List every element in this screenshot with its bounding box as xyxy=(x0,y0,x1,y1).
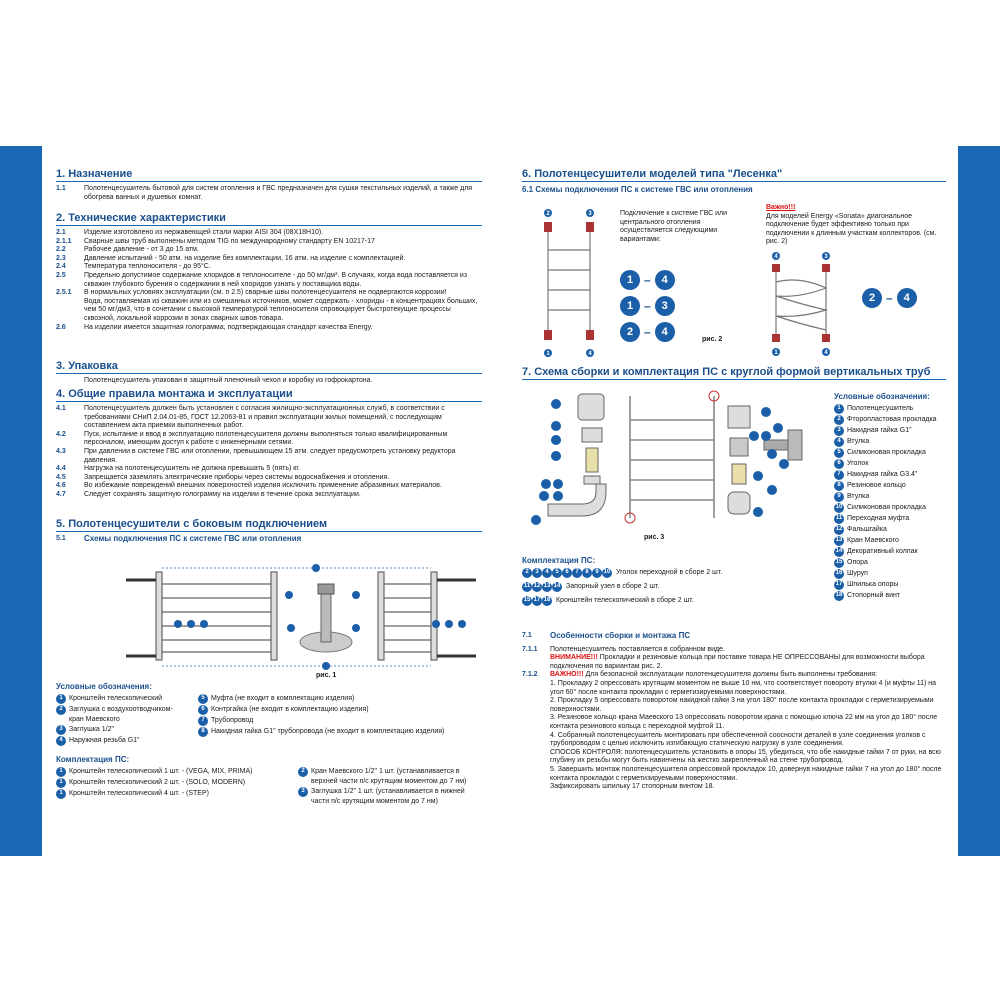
legend-col-left xyxy=(56,694,186,747)
right-brand-bar xyxy=(958,146,1000,982)
item-num xyxy=(522,680,550,697)
pair-a: 1 xyxy=(620,270,640,290)
section-6-subtitle: 6.1 Схемы подключения ПС к системе ГВС или отопления xyxy=(522,185,753,194)
section-3-item xyxy=(56,377,482,386)
figure-1-diagram xyxy=(116,562,486,677)
section-6 xyxy=(522,168,946,197)
legend-number: 10 xyxy=(834,503,844,513)
item-text: При давлении в системе ГВС или отоплении, превышающем 15 атм. следует предусмотреть установку редуктора давления. xyxy=(84,447,456,464)
item-text: Следует сохранять защитную голограмму на изделии в течение срока эксплуатации. xyxy=(84,490,361,498)
kit-text: Уголок переходной в сборе 2 шт. xyxy=(616,569,723,577)
item-text: Предельно допустимое содержание хлоридов в теплоносителе - до 50 мг/дм³. В случаях, когда вода поставляется из скважин глубокого бурения о содержании в ней хлоридов узнать у поставщика воды. xyxy=(84,271,468,288)
kit-item xyxy=(522,596,822,606)
legend-text: Заглушка с воздухоотводчиком- кран Маевского xyxy=(69,706,173,723)
connection-options xyxy=(620,270,675,342)
legend-number: 18 xyxy=(834,591,844,601)
item-num: 4.1 xyxy=(56,405,66,412)
legend-text: Уголок xyxy=(847,460,869,467)
section-7 xyxy=(522,366,946,383)
legend-item xyxy=(834,426,946,436)
section-5-subtitle xyxy=(56,535,482,547)
bushing xyxy=(586,448,598,472)
item-text: ВАЖНО!!! Для безопасной эксплуатации полотенцесушителя должны быть выполнены требования: xyxy=(550,671,878,679)
item-text: Во избежание повреждений внешних поверхностей изделия исключить применение абразивных материалов. xyxy=(84,482,442,490)
legend-item xyxy=(834,492,946,502)
legend-number: 14 xyxy=(834,547,844,557)
item-text: Нагрузка на полотенцесушитель не должна превышать 5 (пять) кг. xyxy=(84,465,300,473)
kit-text: Кронштейн телескопический 2 шт. - (SOLO, MODERN) xyxy=(69,779,246,786)
item-text: Рабочее давление - от 3 до 15 атм. xyxy=(84,246,199,254)
item-num xyxy=(522,714,550,731)
section-4 xyxy=(56,388,482,500)
pair-a: 1 xyxy=(620,296,640,316)
legend-text: Накидная гайка G1" xyxy=(847,427,912,434)
section-7-1-item xyxy=(522,680,946,697)
item-text: Полотенцесушитель должен быть установлен с согласия жилищно-эксплуатационных служб, в соответствии с требованиями СНиП 2.04.01-85, ГОСТ 12.2063-81 и правил эксплуатации жилых помещений, с последующим составлением акта приемки выполненных работ. xyxy=(84,405,445,430)
kit-text: Заглушка 1/2" 1 шт. (устанавливается в нижней части п/с крутящим моментом до 7 нм) xyxy=(311,788,465,805)
kit-text: Кронштейн телескопический в сборе 2 шт. xyxy=(556,597,694,605)
kit-number: 3 xyxy=(532,568,542,578)
kit-number: 15 xyxy=(522,596,532,606)
ladder-label: 3 xyxy=(588,211,592,217)
section-1-title: 1. Назначение xyxy=(56,168,482,182)
section-3 xyxy=(56,360,482,386)
item-num xyxy=(522,732,550,749)
bushing xyxy=(732,464,746,484)
section-2-item xyxy=(56,289,482,298)
sonata-label: 3 xyxy=(824,254,828,260)
item-text: 2. Прокладку 5 опрессовать поворотом накидной гайки 3 на угол 180° после контакта прокладки с герметизируемыми поверхностями. xyxy=(550,697,934,713)
legend-item xyxy=(834,415,946,425)
item-num xyxy=(522,783,550,792)
valve xyxy=(730,438,748,456)
section-7-1-item xyxy=(522,783,946,792)
item-num: 4.6 xyxy=(56,482,66,490)
kit-title: Комплектация ПС: xyxy=(522,556,596,565)
pair-a: 2 xyxy=(620,322,640,342)
sonata-label: 4 xyxy=(774,254,778,260)
item-num: 1.1 xyxy=(56,185,66,192)
item-text: Зафиксировать шпильку 17 стопорным винтом 18. xyxy=(550,783,715,791)
legend-text: Наружная резьба G1" xyxy=(69,737,140,744)
kit-number: 17 xyxy=(532,596,542,606)
kit-col-right xyxy=(298,767,482,807)
figure-3-caption: рис. 3 xyxy=(644,534,665,541)
legend-item xyxy=(198,705,482,715)
section-7-1-item xyxy=(522,671,946,680)
legend-text: Фальшгайка xyxy=(847,526,887,533)
legend-number: 1 xyxy=(56,694,66,704)
legend-number: 4 xyxy=(834,437,844,447)
legend-text: Втулка xyxy=(847,493,870,500)
legend-text: Кронштейн телескопический xyxy=(69,695,163,702)
rungs xyxy=(384,584,431,652)
section-4-item xyxy=(56,431,482,448)
legend-item xyxy=(834,591,946,601)
connection-pair: 1 – 3 xyxy=(620,296,675,316)
item-num xyxy=(522,766,550,783)
callout-markers xyxy=(174,564,466,670)
kit-number: 8 xyxy=(582,568,592,578)
item-text: 1. Прокладку 2 опрессовать крутящим моментом не выше 10 нм, что соответствует повороту втулки 4 (и муфты 11) на угол 60° после контакта прокладки с герметизируемыми поверхностями. xyxy=(550,679,937,696)
legend-item xyxy=(834,547,946,557)
kit-number: 10 xyxy=(602,568,612,578)
item-text: Особенности сборки и монтажа ПС xyxy=(550,631,691,640)
connection-pair: 2 – 4 xyxy=(862,288,917,308)
item-text: 5. Завершить монтаж полотенцесушителя опрессовкой прокладок 10, довернув накидные гайки 7 на угол до 180° после контакта прокладки с герметизируемыми поверхностями. xyxy=(550,765,942,782)
figure-2-ladder xyxy=(542,208,602,358)
legend-text: Стопорный винт xyxy=(847,592,901,599)
kit-number: 3 xyxy=(298,787,308,797)
kit-col-left xyxy=(56,767,288,807)
legend-text: Полотенцесушитель xyxy=(847,405,914,412)
section-7-1-item xyxy=(522,766,946,783)
item-num: 2.1.1 xyxy=(56,237,72,245)
section-7-1 xyxy=(522,632,946,792)
legend-item xyxy=(56,705,186,724)
kit-text: Кронштейн телескопический 1 шт. - (VEGA, MIX, PRIMA) xyxy=(69,768,253,775)
legend-text: Декоративный колпак xyxy=(847,548,918,555)
item-num: 4.7 xyxy=(56,490,66,498)
legend-text: Шпилька опоры xyxy=(847,581,899,588)
kit-number: 11 xyxy=(522,582,532,592)
legend-number: 3 xyxy=(56,725,66,735)
item-num: 2.1 xyxy=(56,229,66,236)
pair-b: 3 xyxy=(655,296,675,316)
support xyxy=(788,430,802,460)
rungs xyxy=(162,584,271,652)
section-7-1-item xyxy=(522,646,946,655)
kit-title: Комплектация ПС: xyxy=(56,755,130,764)
nut xyxy=(582,428,602,442)
legend-item xyxy=(834,459,946,469)
rail xyxy=(431,572,437,660)
telescopic-bracket xyxy=(300,584,352,652)
decorative-cap xyxy=(578,394,604,420)
item-num xyxy=(56,377,84,386)
gasket xyxy=(584,476,600,484)
kit-text: Кран Маевского 1/2" 1 шт. (устанавливается в верхней части п/с крутящим моментом до 7 нм) xyxy=(311,768,467,785)
kit-item xyxy=(522,568,822,578)
sonata-label: 4 xyxy=(824,350,828,356)
section-5 xyxy=(56,518,482,547)
legend-text: Заглушка 1/2" xyxy=(69,726,114,733)
kit-number: 4 xyxy=(542,568,552,578)
legend-number: 1 xyxy=(834,404,844,414)
legend-title: Условные обозначения: xyxy=(56,682,152,691)
item-text: Пуск, испытание и ввод в эксплуатацию полотенцесушителя должны выполняться только квалифицированным персоналом, имеющим доступ к работе с инженерными сетями. xyxy=(84,430,448,447)
kit-list xyxy=(522,568,822,606)
item-num: 7.1 xyxy=(522,632,532,639)
section-4-item xyxy=(56,405,482,431)
section-5-title: 5. Полотенцесушители с боковым подключением xyxy=(56,518,482,532)
connection-pair: 2 – 4 xyxy=(620,322,675,342)
item-num: 4.2 xyxy=(56,430,66,438)
legend-number: 17 xyxy=(834,580,844,590)
legend-number: 7 xyxy=(834,470,844,480)
kit-item xyxy=(522,582,822,592)
legend-text: Переходная муфта xyxy=(847,515,910,522)
kit-number: 7 xyxy=(572,568,582,578)
legend-list xyxy=(834,404,946,601)
cap xyxy=(728,406,750,428)
legend-item xyxy=(834,525,946,535)
important-note xyxy=(766,204,946,247)
section-4-item xyxy=(56,482,482,491)
legend-text: Накидная гайка G3.4" xyxy=(847,471,918,478)
right-site-url: www.energyrus.ru xyxy=(973,890,985,982)
kit-number: 14 xyxy=(552,582,562,592)
legend-number: 13 xyxy=(834,536,844,546)
legend-number: 5 xyxy=(834,448,844,458)
item-text: 4. Собранный полотенцесушитель монтировать при обеспеченной соосности деталей в узле соединения уголков с трубопроводом с целью исключить изгибающую статическую нагрузку в узле соединения. xyxy=(550,731,926,748)
legend-item xyxy=(198,694,482,704)
legend-text: Силиконовая прокладка xyxy=(847,504,926,511)
pair-a: 2 xyxy=(862,288,882,308)
kit-item xyxy=(298,767,482,786)
figure-2-caption: рис. 2 xyxy=(702,336,723,343)
item-num: 2.4 xyxy=(56,263,66,271)
section-1 xyxy=(56,168,482,202)
section-4-item xyxy=(56,491,482,500)
legend-number: 12 xyxy=(834,525,844,535)
item-text: Вода, поставляемая из скважин или из смешанных источников, может содержать - хлориды - в концентрациях больших, чем 50 мг/дм3, что в сочетании с высокой температурой теплоносителя спровоцирует быстротекущие процессы сквозной, локальной коррозии в зонах сварных швов товара. xyxy=(84,297,478,322)
legend-text: Трубопровод xyxy=(211,717,254,724)
legend-number: 6 xyxy=(198,705,208,715)
legend-item xyxy=(198,727,482,737)
left-site-url: www.energyrus.ru xyxy=(15,890,27,982)
legend-text: Опора xyxy=(847,559,868,566)
section-2-item xyxy=(56,238,482,247)
legend-number: 8 xyxy=(834,481,844,491)
item-num xyxy=(522,697,550,714)
kit-number: 13 xyxy=(542,582,552,592)
section-1-item xyxy=(56,185,482,202)
item-num xyxy=(522,749,550,766)
legend-text: Накидная гайка G1" трубопровода (не входит в комплектацию изделия) xyxy=(211,728,445,735)
kit-number: 5 xyxy=(552,568,562,578)
legend-item xyxy=(834,514,946,524)
legend-text: Муфта (не входит в комплектацию изделия) xyxy=(211,695,355,702)
legend-item xyxy=(834,448,946,458)
section-6-title: 6. Полотенцесушители моделей типа "Лесенка" xyxy=(522,168,946,182)
bracket-pin xyxy=(764,440,788,450)
ladder-label: 2 xyxy=(546,211,550,217)
item-text: Схемы подключения ПС к системе ГВС или отопления xyxy=(84,534,302,543)
section-2-item xyxy=(56,298,482,324)
legend-item xyxy=(834,503,946,513)
figure-2-sonata xyxy=(770,252,834,356)
section-7-1-item xyxy=(522,697,946,714)
legend-item xyxy=(56,694,186,704)
kit-section xyxy=(56,755,482,807)
section-2-item xyxy=(56,229,482,238)
item-num: 2.5 xyxy=(56,271,66,279)
pair-b: 4 xyxy=(655,322,675,342)
item-num: 2.2 xyxy=(56,246,66,254)
important-text: Для моделей Energy «Sonata» диагональное подключение будет эффективно только при подключении к длинным участкам коллекторов. (см. рис. 2) xyxy=(766,212,937,246)
legend-item xyxy=(834,481,946,491)
legend-item xyxy=(198,716,482,726)
legend-text: Контргайка (не входит в комплектацию изделия) xyxy=(211,706,369,713)
kit-number: 18 xyxy=(542,596,552,606)
item-num xyxy=(56,298,84,324)
legend-col-right xyxy=(198,694,482,747)
section-4-item xyxy=(56,448,482,465)
legend-item xyxy=(834,437,946,447)
legend-number: 2 xyxy=(56,705,66,715)
legend-number: 9 xyxy=(834,492,844,502)
figure-1-caption: рис. 1 xyxy=(316,672,337,679)
rail xyxy=(156,572,162,660)
kit-number: 9 xyxy=(592,568,602,578)
towel-rail xyxy=(630,396,714,518)
legend-item xyxy=(834,470,946,480)
section-2-item xyxy=(56,272,482,289)
figure-3-diagram xyxy=(522,384,822,544)
item-text: Давление испытаний - 50 атм. на изделие без комплектации, 16 атм. на изделие с комплектацией. xyxy=(84,254,406,262)
section-2-title: 2. Технические характеристики xyxy=(56,212,482,226)
section-2 xyxy=(56,212,482,332)
item-num: 7.1.2 xyxy=(522,671,538,679)
item-num: 2.6 xyxy=(56,323,66,331)
kit-item xyxy=(298,787,482,806)
item-text: СПОСОБ КОНТРОЛЯ: полотенцесушитель установить в опоры 15, убедиться, что обе накидные гайки 7 от руки, на всю глубину их резьбы могут быть навинчены на жестко закрепленный на стене трубопровод. xyxy=(550,748,941,765)
legend-text: Кран Маевского xyxy=(847,537,899,544)
item-text: Запрещается заземлять электрические приборы через системы водоснабжения и отопления. xyxy=(84,473,390,481)
legend-number: 6 xyxy=(834,459,844,469)
warning-label: ВНИМАНИЕ!!! xyxy=(550,654,598,662)
legend-text: Силиконовая прокладка xyxy=(847,449,926,456)
connection-pair-extra xyxy=(862,288,917,308)
item-text: На изделии имеется защитная голограмма, подтверждающая стандарт качества Energy. xyxy=(84,323,373,331)
legend-number: 15 xyxy=(834,558,844,568)
item-text: Температура теплоносителя - до 95°С. xyxy=(84,263,211,271)
sleeve xyxy=(728,492,750,514)
connection-pair: 1 – 4 xyxy=(620,270,675,290)
section-7-title: 7. Схема сборки и комплектация ПС с круглой формой вертикальных труб xyxy=(522,366,946,380)
pair-b: 4 xyxy=(655,270,675,290)
item-num: 4.5 xyxy=(56,473,66,481)
section-7-1-items xyxy=(522,646,946,792)
section-2-item xyxy=(56,324,482,333)
important-label: Важно!!! xyxy=(766,204,796,211)
item-num: 4.3 xyxy=(56,447,66,455)
item-num: 5.1 xyxy=(56,535,66,542)
kit-number: 1 xyxy=(56,789,66,799)
item-text: Полотенцесушитель бытовой для систем отопления и ГВС предназначен для сушки текстильных изделий, а также для обогрева ванных и душевых комнат. xyxy=(84,185,473,201)
legend-number: 2 xyxy=(834,415,844,425)
section-7-1-item xyxy=(522,654,946,671)
section-6-intro: Подключение к системе ГВС или центрального отопления осуществляется следующими вариантами: xyxy=(620,210,728,243)
section-7-1-item xyxy=(522,749,946,766)
kit-item xyxy=(56,789,288,799)
warning-label: ВАЖНО!!! xyxy=(550,671,584,679)
legend-number: 16 xyxy=(834,569,844,579)
section-4-item xyxy=(56,465,482,474)
legend-item xyxy=(834,580,946,590)
item-num: 2.5.1 xyxy=(56,289,72,297)
legend-item xyxy=(834,536,946,546)
kit-item xyxy=(56,767,288,777)
legend-item xyxy=(56,725,186,735)
section-3-title: 3. Упаковка xyxy=(56,360,482,374)
rail xyxy=(378,572,384,660)
kit-number: 12 xyxy=(532,582,542,592)
legend-text: Резиновое кольцо xyxy=(847,482,906,489)
legend-text: Шуруп xyxy=(847,570,868,577)
item-num: 2.3 xyxy=(56,254,66,262)
section-4-title: 4. Общие правила монтажа и эксплуатации xyxy=(56,388,482,402)
legend-number: 5 xyxy=(198,694,208,704)
item-text: 3. Резиновое кольцо крана Маевского 13 опрессовать поворотом крана с помощью ключа 22 мм на угол до 180° после контакта резинового кольца с переходной муфтой 11. xyxy=(550,714,938,730)
legend-number: 11 xyxy=(834,514,844,524)
section-7-1-item xyxy=(522,732,946,749)
legend-number: 7 xyxy=(198,716,208,726)
kit-number: 6 xyxy=(562,568,572,578)
legend-item xyxy=(834,569,946,579)
legend-item xyxy=(56,736,186,746)
pair-b: 4 xyxy=(897,288,917,308)
figure-1-legend xyxy=(56,682,482,747)
item-text: Изделие изготовлено из нержавеющей стали марки AISI 304 (08Х18Н10). xyxy=(84,229,324,236)
rail xyxy=(271,572,277,660)
legend-text: Фторопластовая прокладка xyxy=(847,416,937,423)
figure-3-legend xyxy=(834,392,946,602)
legend-number: 4 xyxy=(56,736,66,746)
item-text: В нормальных условиях эксплуатации (см. п 2.5) сварные швы полотенцесушителя не подвергаются коррозии! xyxy=(84,289,447,297)
left-brand-bar xyxy=(0,146,42,982)
item-text: Полотенцесушитель поставляется в собранном виде. xyxy=(550,645,725,653)
kit-item xyxy=(56,778,288,788)
sonata-label: 1 xyxy=(774,350,778,356)
kit-number: 2 xyxy=(522,568,532,578)
figure-3-kit xyxy=(522,556,822,610)
legend-item xyxy=(834,404,946,414)
kit-number: 2 xyxy=(298,767,308,777)
legend-text: Втулка xyxy=(847,438,870,445)
legend-item xyxy=(834,558,946,568)
section-2-item xyxy=(56,246,482,255)
kit-text: Кронштейн телескопический 4 шт. - (STEP) xyxy=(69,790,209,797)
section-2-item xyxy=(56,263,482,272)
section-7-1-item xyxy=(522,714,946,731)
legend-number: 3 xyxy=(834,426,844,436)
legend-number: 8 xyxy=(198,727,208,737)
section-7-1-header xyxy=(522,632,946,644)
kit-text: Запорный узел в сборе 2 шт. xyxy=(566,583,660,591)
item-num: 4.4 xyxy=(56,465,66,473)
item-text: ВНИМАНИЕ!!! Прокладки и резиновые кольца при поставке товара НЕ ОПРЕССОВАНЫ для возможности выбора подключения по вариантам рис. 2. xyxy=(550,654,925,670)
item-num: 7.1.1 xyxy=(522,645,538,653)
kit-number: 1 xyxy=(56,778,66,788)
ladder-label: 4 xyxy=(588,351,592,357)
item-text: Сварные швы труб выполнены методом TIG по международному стандарту EN 10217-17 xyxy=(84,237,375,245)
ladder-label: 1 xyxy=(546,351,550,357)
item-num xyxy=(522,654,550,671)
item-text: Полотенцесушитель упакован в защитный пленочный чехол и коробку из гофрокартона. xyxy=(84,377,373,384)
legend-title: Условные обозначения: xyxy=(834,392,930,401)
kit-number: 1 xyxy=(56,767,66,777)
